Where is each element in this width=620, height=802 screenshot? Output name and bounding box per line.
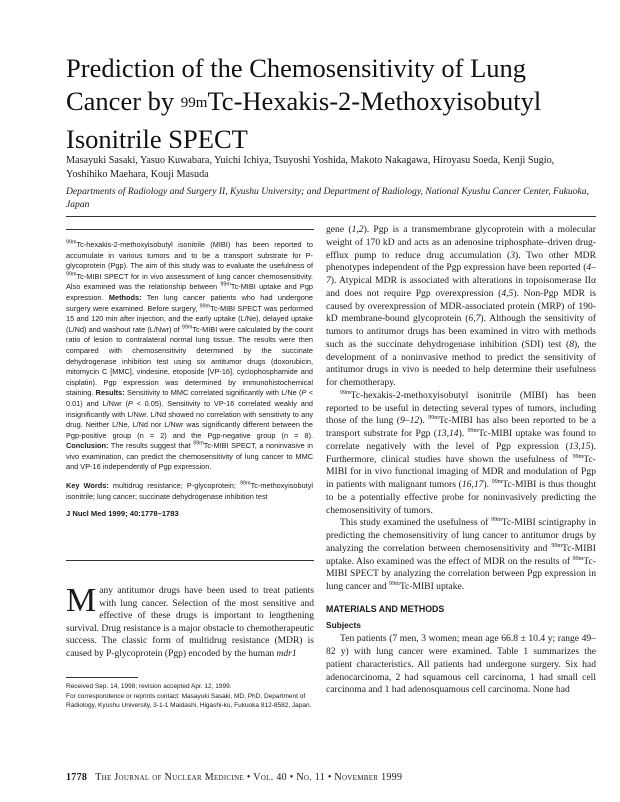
abstract-top-rule (66, 229, 314, 230)
key-words: Key Words: multidrug resistance; P-glycoprotein; $^{99m}$Tc-methoxyisobutyl isonitrile; lung cancer; succinate dehydrogenase inhibition test (66, 480, 314, 501)
paragraph-subjects: Ten patients (7 men, 3 women; mean age 66.8 ± 10.4 y; range 49–82 y) with lung cancer were examined. Table 1 summarizes the patient characteristics. All patients had undergone surgery. Six had adenocarcinoma, 2 had squamous cell carcinoma, 1 had small cell carcinoma and 1 had adenosquamous cell carcinoma. None had (326, 633, 596, 696)
header-rule (66, 216, 596, 217)
paragraph-mibi: $^{99m}$Tc-hexakis-2-methoxyisobutyl isonitrile (MIBI) has been reported to be useful in detecting several types of tumors, including those of the lung (9–12). $^{99m}$Tc-MIBI has also been reported to be a transport substrate for Pgp (13,14). $^{99m}$Tc-MIBI uptake was found to correlate negatively with the level of Pgp expression (13,15). Furthermore, clinical studies have shown the usefulness of $^{99m}$Tc-MIBI for in vivo functional imaging of MDR and modulation of Pgp in patients with malignant tumors (16,17). $^{99m}$Tc-MIBI is thus thought to be a potentially effective probe for noninvasively predicting the chemosensitivity of tumors. (326, 389, 597, 516)
paragraph-pgp: gene (1,2). Pgp is a transmembrane glycoprotein with a molecular weight of 170 kD and acts as an adenosine triphosphate–driven drug-efflux pump to reduce drug accumulation (3). Two other MDR phenotypes independent of the Pgp expression have been reported (4–7). Atypical MDR is associated with alterations in topoisomerase IIα and does not require Pgp overexpression (4,5). Non-Pgp MDR is caused by overexpression of MDR-associated protein (MRP) of 190-kD membrane-bound glycoprotein (6,7). Although the sensitivity of tumors to antitumor drugs has been examined in vitro with methods such as the succinate dehydrogenase inhibition (SDI) test (8), the development of a noninvasive method to predict the sensitivity of antitumor drugs in vivo is needed to help determine their usefulness for chemotherapy. (326, 224, 596, 388)
abstract-body: $^{99m}$Tc-hexakis-2-methoxyisobutyl isonitrile (MIBI) has been reported to accumulate in various tumors and to be a transport substrate for P-glycoprotein (Pgp). The aim of this study was to evaluate the usefulness of $^{99m}$Tc-MIBI SPECT for in vivo assessment of lung cancer chemosensitivity. Also examined was the relationship between $^{99m}$Tc-MIBI uptake and Pgp expression. Methods: Ten lung cancer patients who had undergone surgery were examined. Before surgery, $^{99m}$Tc-MIBI SPECT was performed 15 and 120 min after injection, and the early uptake (L/Ne), delayed uptake (L/Nd) and washout rate (L/Nwr) of $^{99m}$Tc-MIBI were calculated by the count ratio of lesion to contralateral normal lung tissue. The results were then compared with chemosensitivity determined by the succinate dehydrogenase inhibition test using six antitumor drugs (doxorubicin, mitomycin C [MMC], vindesine, etoposide [VP-16], cyclophosphamide and cisplatin). Pgp expression was determined by immunohistochemical staining. Results: Sensitivity to MMC correlated significantly with L/Ne (P < 0.01) and L/Nwr (P < 0.05). Sensitivity to VP-16 correlated weakly and insignificantly with L/Nwr. L/Nd showed no correlation with sensitivity to any drug. Neither L/Ne, L/Nd nor L/Nwr was significantly different between the Pgp-positive group (n = 2) and the Pgp-negative group (n = 8). Conclusion: The results suggest that $^{99m}$Tc-MIBI SPECT, a noninvasive in vivo examination, can predict the chemosensitivity of lung cancer to MMC and VP-16 independently of Pgp expression. (66, 239, 313, 472)
isotope-superscript: 99m (180, 95, 208, 111)
journal-citation: J Nucl Med 1999; 40:1778–1783 (66, 509, 179, 519)
abstract-bottom-rule (66, 560, 314, 561)
conclusion-label: Conclusion: (66, 441, 109, 451)
correspondence-info: For correspondence or reprints contact: Masayuki Sasaki, MD, PhD, Department of Radiology, Kyushu University, 3-1-1 Maidashi, Higashi-ku, Fukuoka 812-8582, Japan. (66, 693, 312, 709)
subsection-heading: Subjects (326, 619, 361, 630)
author-list: Masayuki Sasaki, Yasuo Kuwabara, Yuichi Ichiya, Tsuyoshi Yoshida, Makoto Nakagawa, Hiroyasu Soeda, Kenji Sugio, Yoshihiko Maehara, Kouji Masuda (66, 155, 555, 180)
drop-cap: M (66, 582, 97, 619)
page-footer (66, 772, 596, 783)
footnote-rule (66, 677, 138, 678)
affiliation: Departments of Radiology and Surgery II, Kyushu University; and Department of Radiology, National Kyushu Cancer Center, Fukuoka, Japan (66, 186, 589, 210)
section-heading: MATERIALS AND METHODS (326, 603, 445, 614)
page-number: 1778 (66, 772, 88, 783)
results-label: Results: (95, 388, 125, 398)
introduction-text: Many antitumor drugs have been used to treat patients with lung cancer. Selection of the most sensitive and effective of these drugs is important to lengthening survival. Drug resistance is a major obstacle to chemotherapeutic success. The classic form of multidrug resistance (MDR) is caused by P-glycoprotein (Pgp) encoded by the human mdr1 (66, 582, 314, 659)
footnote (66, 683, 314, 712)
paragraph-study-aim: This study examined the usefulness of $^{99m}$Tc-MIBI scintigraphy in predicting the chemosensitivity of lung cancer to antitumor drugs by analyzing the correlation between chemosensitivity and $^{99m}$Tc-MIBI uptake. Also examined was the effect of MDR on the results of $^{99m}$Tc-MIBI SPECT by analyzing the correlation between Pgp expression in lung cancer and $^{99m}$Tc-MIBI uptake. (326, 517, 596, 592)
abstract (66, 240, 313, 520)
received-dates: Received Sep. 14, 1998; revision accepted Apr. 12, 1999. (66, 683, 232, 690)
article-title: Prediction of the Chemosensitivity of Lung Cancer by $^{99m}$Tc-Hexakis-2-Methoxyisobutyl Isonitrile SPECT (66, 53, 542, 154)
right-column (326, 224, 596, 697)
journal-issue: The Journal of Nuclear Medicine • Vol. 40 • No. 11 • November 1999 (95, 772, 403, 783)
methods-label: Methods: (108, 292, 142, 302)
